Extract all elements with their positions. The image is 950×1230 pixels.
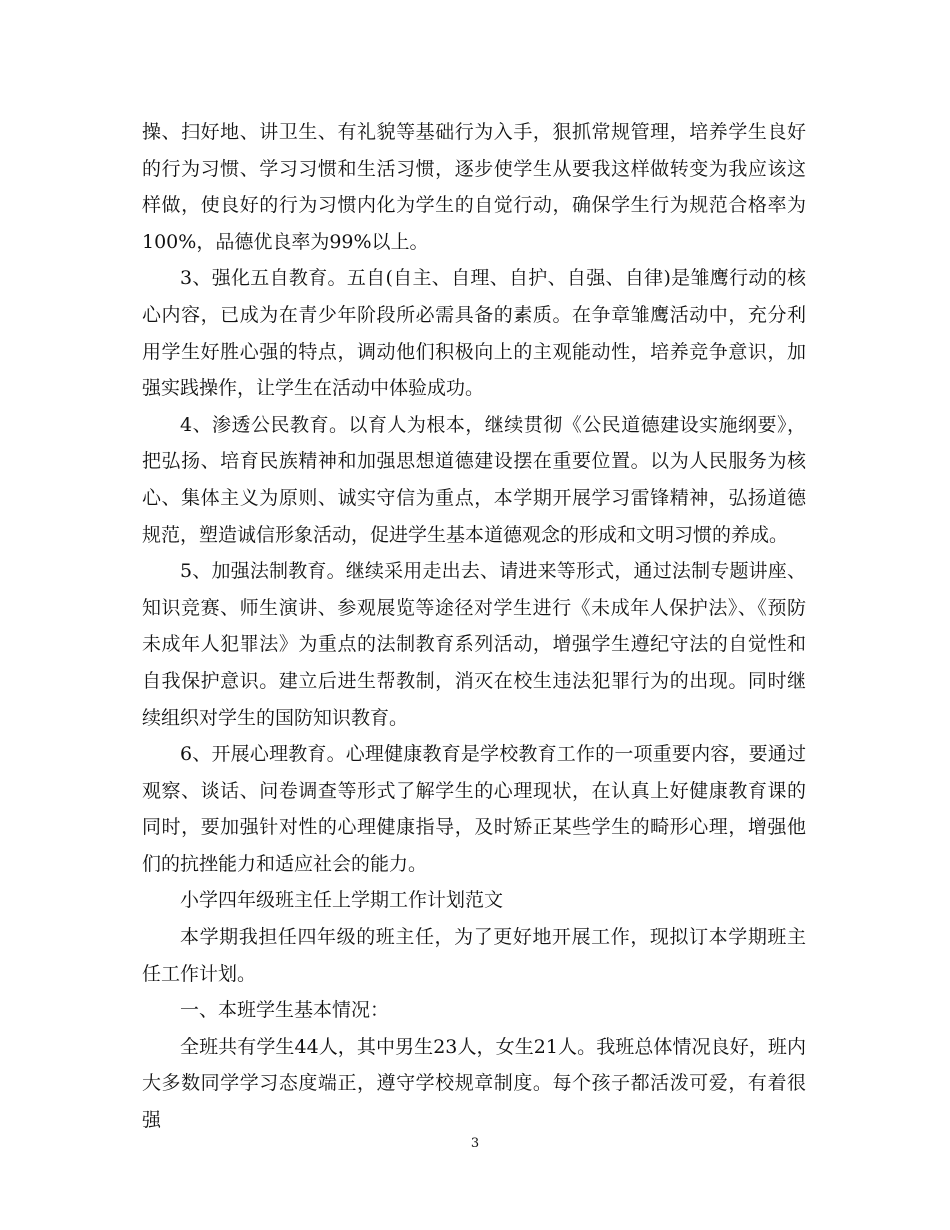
- section-heading: 一、本班学生基本情况：: [180, 999, 390, 1022]
- paragraph: 操、扫好地、讲卫生、有礼貌等基础行为入手，狠抓常规管理，培养学生良好的行为习惯、学习习惯和生活习惯，逐步使学生从要我这样做转变为我应该这样做，使良好的行为习惯内化为学生的自觉行动，确保学生行为规范合格率为100%，品德优良率为99%以上。: [142, 121, 806, 253]
- paragraph: 本学期我担任四年级的班主任，为了更好地开展工作，现拟订本学期班主任工作计划。: [142, 926, 806, 985]
- paragraph: 全班共有学生44人，其中男生23人，女生21人。我班总体情况良好，班内大多数同学学习态度端正，遵守学校规章制度。每个孩子都活泼可爱，有着很强: [142, 1035, 806, 1132]
- paragraph: 5、加强法制教育。继续采用走出去、请进来等形式，通过法制专题讲座、知识竞赛、师生演讲、参观展览等途径对学生进行《未成年人保护法》、《预防未成年人犯罪法》为重点的法制教育系列活动，增强学生遵纪守法的自觉性和自我保护意识。建立后进生帮教制，消灭在校生违法犯罪行为的出现。同时继续组织对学生的国防知识教育。: [142, 560, 806, 729]
- paragraph: 6、开展心理教育。心理健康教育是学校教育工作的一项重要内容，要通过观察、谈话、问卷调查等形式了解学生的心理现状，在认真上好健康教育课的同时，要加强针对性的心理健康指导，及时矫正某些学生的畸形心理，增强他们的抗挫能力和适应社会的能力。: [142, 743, 806, 875]
- page-number: 3: [470, 1136, 480, 1151]
- section-title: 小学四年级班主任上学期工作计划范文: [180, 889, 504, 912]
- document-body: [142, 114, 806, 1139]
- paragraph: 4、渗透公民教育。以育人为根本，继续贯彻《公民道德建设实施纲要》，把弘扬、培育民族精神和加强思想道德建设摆在重要位置。以为人民服务为核心、集体主义为原则、诚实守信为重点，本学期开展学习雷锋精神，弘扬道德规范，塑造诚信形象活动，促进学生基本道德观念的形成和文明习惯的养成。: [142, 413, 806, 546]
- paragraph: 3、强化五自教育。五自(自主、自理、自护、自强、自律)是雏鹰行动的核心内容，已成为在青少年阶段所必需具备的素质。在争章雏鹰活动中，充分利用学生好胜心强的特点，调动他们积极向上的主观能动性，培养竞争意识，加强实践操作，让学生在活动中体验成功。: [142, 267, 806, 400]
